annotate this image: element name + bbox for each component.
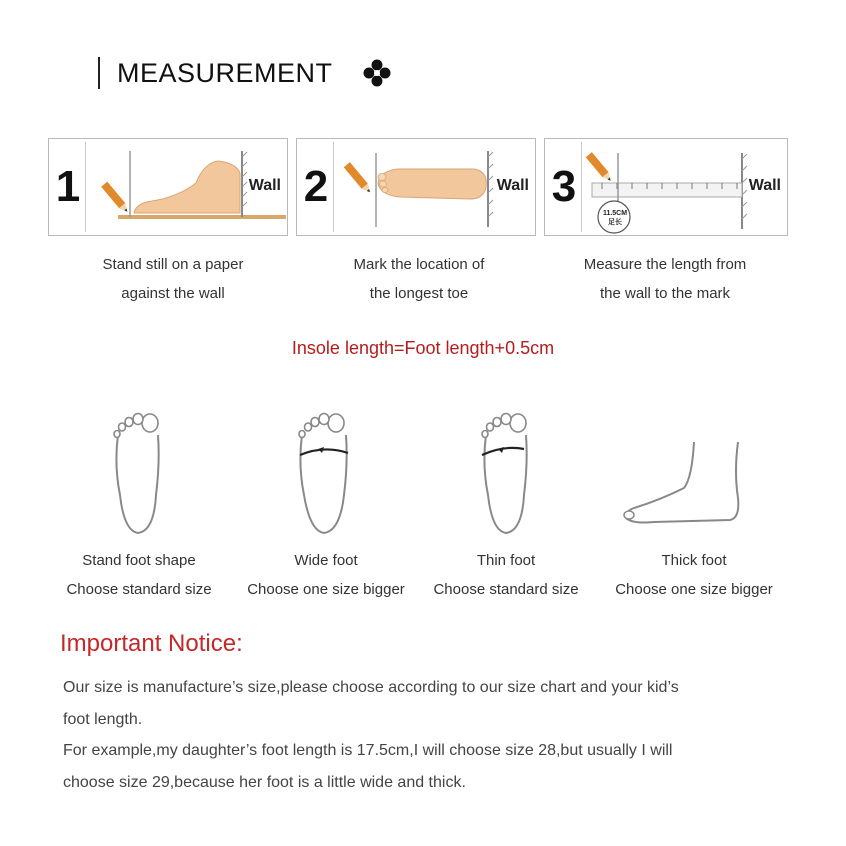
thin-foot-icon xyxy=(472,405,538,535)
foot-type-wide: Wide foot Choose one size bigger xyxy=(247,552,405,598)
notice-title: Important Notice: xyxy=(60,630,243,657)
foot-type-thick: Thick foot Choose one size bigger xyxy=(615,552,773,598)
step-1-caption: Stand still on a paper against the wall xyxy=(102,256,244,302)
step-2-caption: Mark the location of the longest toe xyxy=(353,256,485,302)
page-title: MEASUREMENT xyxy=(117,58,333,88)
step-1-wall-label: Wall xyxy=(248,177,281,194)
standard-foot-icon xyxy=(104,405,170,535)
step-2-wall-label: Wall xyxy=(496,177,529,194)
flower-icon xyxy=(362,58,392,88)
thick-foot-icon xyxy=(620,438,750,533)
step-2-number: 2 xyxy=(303,162,329,211)
step-1-panel xyxy=(48,138,288,236)
insole-formula: Insole length=Foot length+0.5cm xyxy=(291,338,555,358)
step-3-wall-label: Wall xyxy=(748,177,781,194)
header-divider xyxy=(98,57,100,89)
step-2-panel xyxy=(296,138,536,236)
step-3-panel xyxy=(544,138,788,236)
notice-body: Our size is manufacture’s size,please choose according to our size chart and your kid’s foot length. For example,my daughter’s foot length is 17.5cm,I will choose size 28,but usually I will choose size 29,because her foot is a little wide and thick. xyxy=(63,679,679,791)
step-3-ruler-label: 11.5CM 足长 xyxy=(602,210,628,226)
step-1-number: 1 xyxy=(55,162,81,211)
step-3-caption: Measure the length from the wall to the mark xyxy=(583,256,747,302)
step-3-number: 3 xyxy=(551,162,577,211)
wide-foot-icon xyxy=(290,405,356,535)
foot-type-standard: Stand foot shape Choose standard size xyxy=(66,552,212,598)
foot-type-thin: Thin foot Choose standard size xyxy=(433,552,579,598)
